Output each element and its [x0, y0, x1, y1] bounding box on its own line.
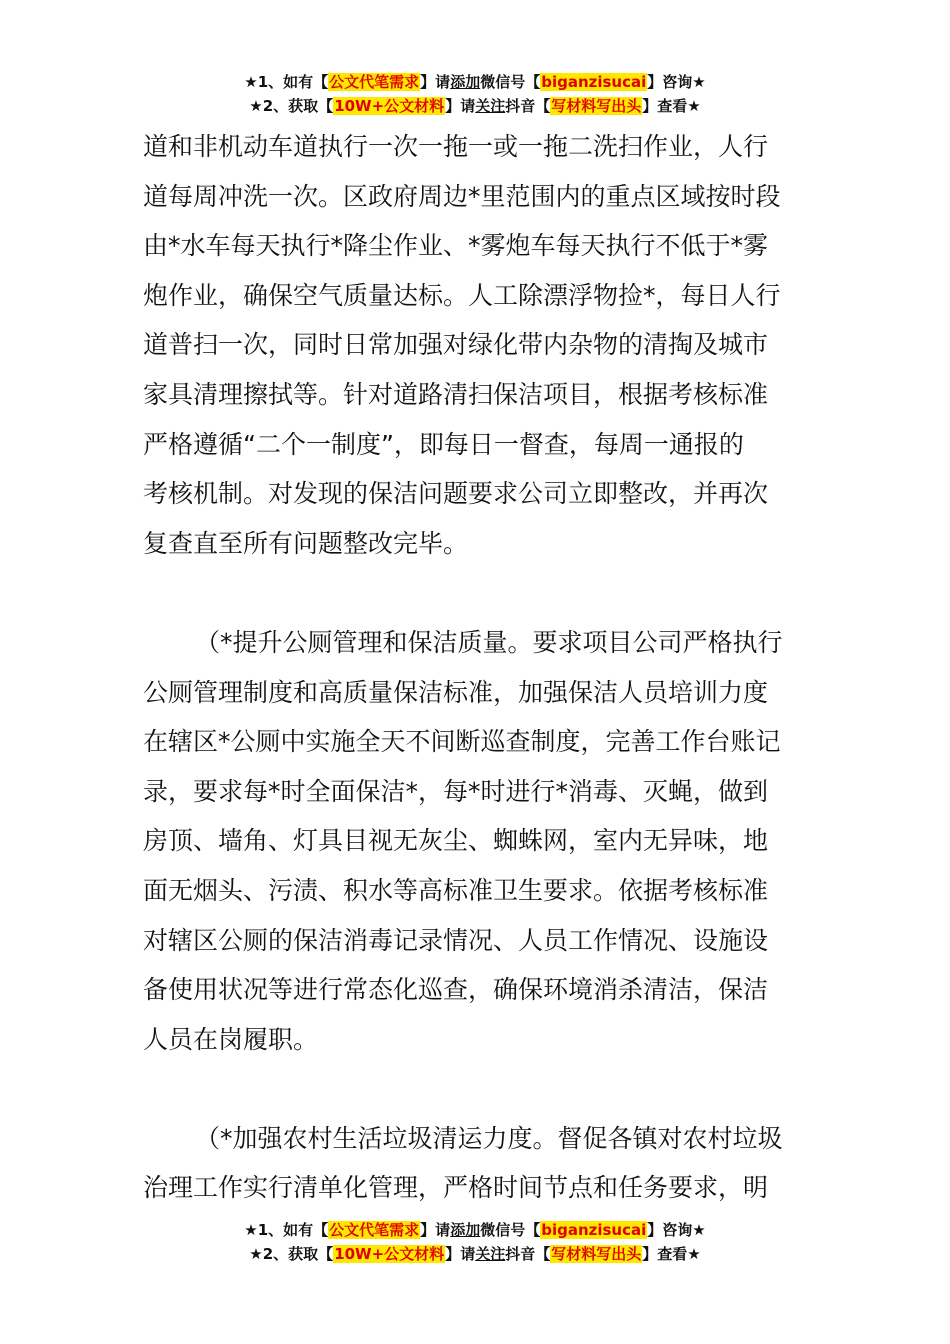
promo-highlight: 10W+公文材料 — [334, 97, 445, 115]
text-line: 复查直至所有问题整改完毕。 — [143, 528, 469, 558]
promo-suffix: 】查看★ — [642, 97, 701, 115]
paragraph-spacer — [143, 1064, 813, 1114]
text-line: 道和非机动车道执行一次一拖一或一拖二洗扫作业，人行 — [143, 132, 769, 161]
promo-prefix: ★2、获取【 — [249, 1245, 334, 1263]
text-line: 房顶、墙角、灯具目视无灰尘、蜘蛛网，室内无异味，地 — [143, 826, 769, 856]
promo-underlined-text: 添加 — [450, 73, 481, 91]
promo-text: 抖音【 — [505, 97, 551, 115]
promo-suffix: 】咨询★ — [647, 73, 706, 91]
text-line: （*加强农村生活垃圾清运力度。督促各镇对农村垃圾 — [195, 1123, 783, 1153]
footer-promo-line-2 — [0, 1242, 950, 1266]
promo-suffix: 】查看★ — [642, 1245, 701, 1263]
promo-underlined-text: 关注 — [475, 1245, 506, 1263]
text-line: 人员在岗履职。 — [143, 1024, 319, 1054]
text-line: 在辖区*公厕中实施全天不间断巡查制度，完善工作台账记 — [143, 727, 781, 757]
promo-underlined-text: 添加 — [450, 1221, 481, 1239]
text-line: 对辖区公厕的保洁消毒记录情况、人员工作情况、设施设 — [143, 925, 769, 955]
text-line: 考核机制。对发现的保洁问题要求公司立即整改，并再次 — [143, 479, 769, 509]
footer-promo-line-1 — [0, 1218, 950, 1242]
promo-highlight: 公文代笔需求 — [329, 1221, 420, 1239]
promo-text: 】请 — [420, 73, 451, 91]
promo-highlight: 写材料写出头 — [551, 1245, 642, 1263]
promo-highlight: 写材料写出头 — [551, 97, 642, 115]
text-line: 录，要求每*时全面保洁*，每*时进行*消毒、灭蝇，做到 — [143, 776, 769, 806]
text-line: 道普扫一次，同时日常加强对绿化带内杂物的清掏及城市 — [143, 330, 769, 360]
text-line: 治理工作实行清单化管理，严格时间节点和任务要求，明 — [143, 1173, 769, 1203]
promo-prefix: ★1、如有【 — [244, 73, 329, 91]
text-line: 道每周冲洗一次。区政府周边*里范围内的重点区域按时段 — [143, 181, 781, 211]
text-line: 备使用状况等进行常态化巡查，确保环境消杀清洁，保洁 — [143, 975, 769, 1005]
promo-text: 】请 — [445, 1245, 476, 1263]
footer-promo-banner — [0, 1218, 950, 1266]
promo-highlight: 10W+公文材料 — [334, 1245, 445, 1263]
text-line: 由*水车每天执行*降尘作业、*雾炮车每天执行不低于*雾 — [143, 231, 769, 261]
promo-highlight: 公文代笔需求 — [329, 73, 420, 91]
paragraph-rural-garbage — [143, 1114, 813, 1213]
promo-suffix: 】咨询★ — [647, 1221, 706, 1239]
promo-highlight: biganzisucai — [541, 1221, 647, 1239]
paragraph-public-toilets — [143, 618, 813, 1064]
text-line: （*提升公厕管理和保洁质量。要求项目公司严格执行 — [195, 627, 783, 657]
promo-text: 】请 — [420, 1221, 451, 1239]
promo-text: 微信号【 — [480, 73, 541, 91]
promo-text: 微信号【 — [480, 1221, 541, 1239]
text-line: 家具清理擦拭等。针对道路清扫保洁项目，根据考核标准 — [143, 379, 769, 409]
header-promo-line-1 — [0, 70, 950, 94]
text-line: 面无烟头、污渍、积水等高标准卫生要求。依据考核标准 — [143, 875, 769, 905]
promo-highlight: biganzisucai — [541, 73, 647, 91]
paragraph-road-cleaning — [143, 122, 813, 568]
paragraph-spacer — [143, 568, 813, 618]
header-promo-line-2 — [0, 94, 950, 118]
promo-prefix: ★1、如有【 — [244, 1221, 329, 1239]
document-body — [143, 122, 813, 1213]
text-line: 严格遵循“二个一制度”，即每日一督查，每周一通报的 — [143, 429, 744, 459]
text-line: 公厕管理制度和高质量保洁标准，加强保洁人员培训力度 — [143, 677, 769, 707]
promo-underlined-text: 关注 — [475, 97, 506, 115]
promo-text: 抖音【 — [505, 1245, 551, 1263]
header-promo-banner — [0, 70, 950, 118]
promo-text: 】请 — [445, 97, 476, 115]
promo-prefix: ★2、获取【 — [249, 97, 334, 115]
text-line: 炮作业，确保空气质量达标。人工除漂浮物捡*，每日人行 — [143, 280, 781, 310]
